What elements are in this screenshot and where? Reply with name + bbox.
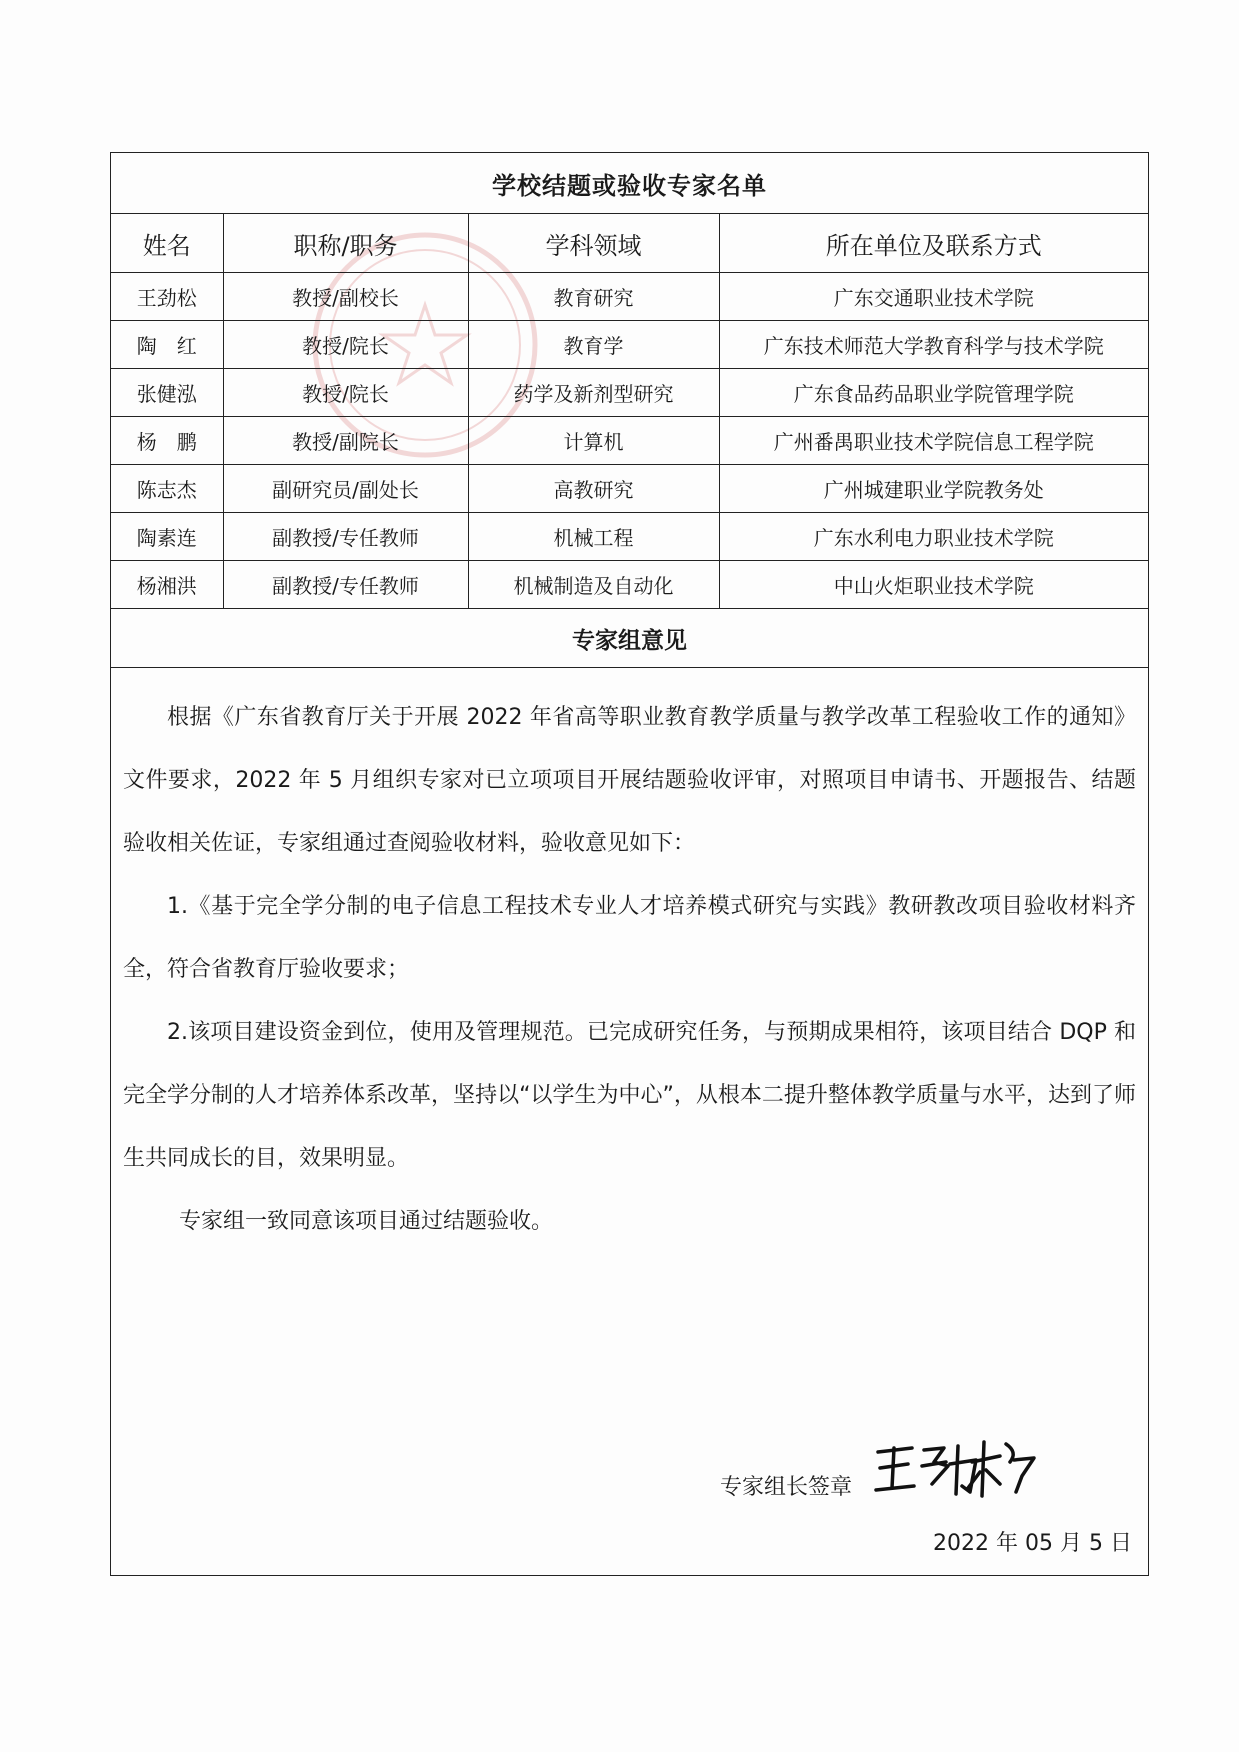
handwritten-signature [872, 1436, 1042, 1506]
expert-unit: 广东水利电力职业技术学院 [719, 513, 1148, 561]
table-row [111, 417, 1148, 465]
expert-unit: 广州番禺职业技术学院信息工程学院 [719, 417, 1148, 465]
expert-name: 张健泓 [111, 369, 223, 417]
sign-date: 2022 年 05 月 5 日 [933, 1531, 1132, 1556]
expert-table [111, 214, 1148, 609]
column-header-field: 学科领域 [468, 214, 719, 273]
opinion-heading: 专家组意见 [111, 609, 1148, 668]
expert-name: 杨湘洪 [111, 561, 223, 609]
opinion-paragraph: 根据《广东省教育厅关于开展 2022 年省高等职业教育教学质量与教学改革工程验收工作的通知》文件要求，2022 年 5 月组织专家对已立项项目开展结题验收评审，对照项目申请书、开题报告、结题验收相关佐证，专家组通过查阅验收材料，验收意见如下： [123, 705, 1136, 856]
expert-name: 陈志杰 [111, 465, 223, 513]
expert-unit: 广东交通职业技术学院 [719, 273, 1148, 321]
table-row [111, 465, 1148, 513]
expert-title: 教授/副校长 [223, 273, 468, 321]
column-header-title: 职称/职务 [223, 214, 468, 273]
expert-field: 机械制造及自动化 [468, 561, 719, 609]
table-header-row [111, 214, 1148, 273]
expert-title: 副教授/专任教师 [223, 561, 468, 609]
opinion-conclusion: 专家组一致同意该项目通过结题验收。 [179, 1209, 554, 1234]
opinion-body [111, 668, 1148, 1253]
expert-title: 教授/院长 [223, 321, 468, 369]
expert-title: 教授/副院长 [223, 417, 468, 465]
column-header-name: 姓名 [111, 214, 223, 273]
page-title: 学校结题或验收专家名单 [111, 153, 1148, 214]
table-row [111, 513, 1148, 561]
expert-name: 陶素连 [111, 513, 223, 561]
opinion-paragraph: 1.《基于完全学分制的电子信息工程技术专业人才培养模式研究与实践》教研教改项目验收材料齐全，符合省教育厅验收要求； [123, 894, 1136, 982]
table-row [111, 561, 1148, 609]
expert-field: 教育研究 [468, 273, 719, 321]
opinion-paragraph: 2.该项目建设资金到位，使用及管理规范。已完成研究任务，与预期成果相符，该项目结合 DQP 和完全学分制的人才培养体系改革，坚持以“以学生为中心”，从根本二提升整体教学质量与水平，达到了师生共同成长的目，效果明显。 [123, 1020, 1136, 1171]
column-header-unit: 所在单位及联系方式 [719, 214, 1148, 273]
signature-block [712, 1418, 1132, 1558]
table-row [111, 273, 1148, 321]
table-row [111, 321, 1148, 369]
expert-unit: 广东食品药品职业学院管理学院 [719, 369, 1148, 417]
expert-title: 教授/院长 [223, 369, 468, 417]
expert-unit: 中山火炬职业技术学院 [719, 561, 1148, 609]
expert-unit: 广州城建职业学院教务处 [719, 465, 1148, 513]
expert-name: 杨 鹏 [111, 417, 223, 465]
expert-title: 副教授/专任教师 [223, 513, 468, 561]
table-row [111, 369, 1148, 417]
sign-label: 专家组长签章 [720, 1475, 853, 1500]
expert-unit: 广东技术师范大学教育科学与技术学院 [719, 321, 1148, 369]
expert-field: 机械工程 [468, 513, 719, 561]
expert-field: 药学及新剂型研究 [468, 369, 719, 417]
expert-field: 教育学 [468, 321, 719, 369]
expert-title: 副研究员/副处长 [223, 465, 468, 513]
expert-name: 陶 红 [111, 321, 223, 369]
expert-field: 计算机 [468, 417, 719, 465]
expert-name: 王劲松 [111, 273, 223, 321]
expert-field: 高教研究 [468, 465, 719, 513]
document-frame [110, 152, 1149, 1576]
